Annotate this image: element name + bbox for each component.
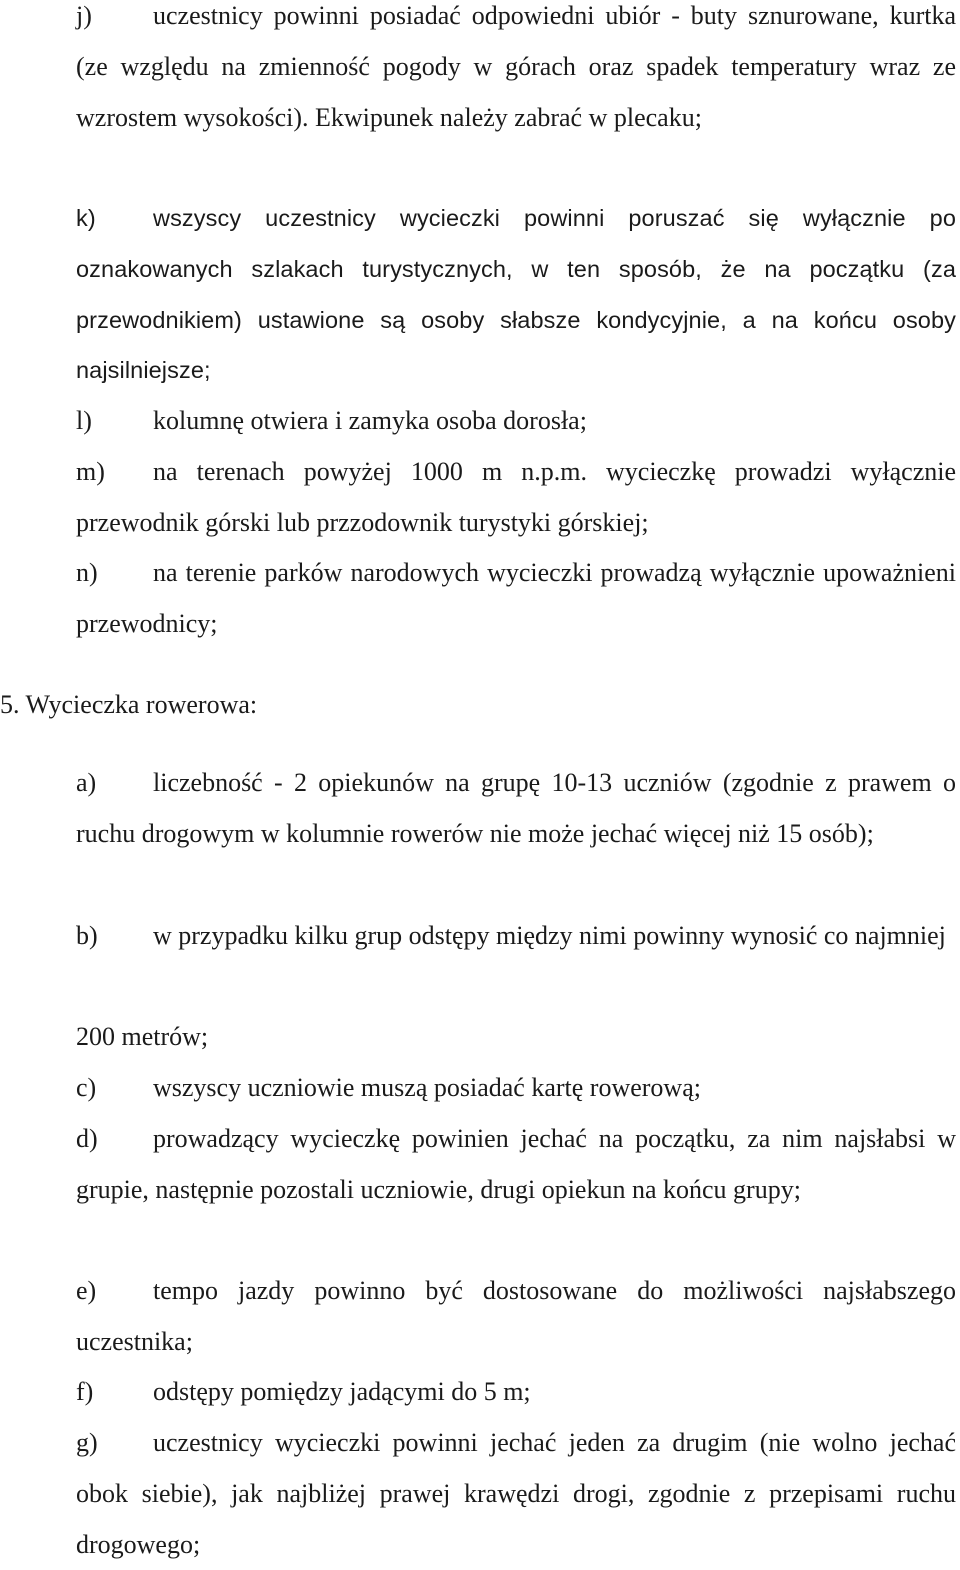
item-label: f) — [76, 1377, 94, 1406]
item-label: g) — [76, 1428, 98, 1457]
item-label: c) — [76, 1073, 97, 1102]
item-text: liczebność - 2 opiekunów na grupę 10-13 uczniów (zgodnie z prawem o ruchu drogowym w kolumnie rowerów nie może jechać więcej niż 15 osób); — [76, 768, 956, 848]
list-item-k — [76, 193, 956, 396]
item-text: prowadzący wycieczkę powinien jechać na początku, za nim najsłabsi w grupie, następnie pozostali uczniowie, drugi opiekun na końcu grupy; — [76, 1124, 956, 1204]
item-text: tempo jazdy powinno być dostosowane do możliwości najsłabszego uczestnika; — [76, 1276, 956, 1356]
item-text: uczestnicy wycieczki powinni jechać jeden za drugim (nie wolno jechać obok siebie), jak najbliżej prawej krawędzi drogi, zgodnie z przepisami ruchu drogowego; — [76, 1428, 956, 1559]
item-text: kolumnę otwiera i zamyka osoba dorosła; — [153, 406, 587, 435]
list-item-a — [76, 758, 956, 860]
item-text: odstępy pomiędzy jadącymi do 5 m; — [153, 1377, 531, 1406]
item-label: l) — [76, 406, 92, 435]
item-label: d) — [76, 1124, 98, 1153]
list-item-c — [76, 1063, 956, 1114]
item-label: m) — [76, 457, 105, 486]
list-item-g — [76, 1418, 956, 1570]
list-item-m — [76, 447, 956, 549]
item-label: a) — [76, 768, 97, 797]
list-item-e — [76, 1266, 956, 1368]
list-item-j — [76, 0, 956, 143]
item-text: uczestnicy powinni posiadać odpowiedni ubiór - buty sznurowane, kurtka (ze względu na zmienność pogody w górach oraz spadek temperatury wraz ze wzrostem wysokości). Ekwipunek należy zabrać w plecaku; — [76, 1, 956, 132]
item-text: na terenie parków narodowych wycieczki prowadzą wyłącznie upoważnieni przewodnicy; — [76, 558, 956, 638]
item-text: wszyscy uczestnicy wycieczki powinni poruszać się wyłącznie po oznakowanych szlakach turystycznych, w ten sposób, że na początku (za przewodnikiem) ustawione są osoby słabsze kondycyjnie, a na końcu osoby najsilniejsze; — [76, 205, 956, 384]
item-label: b) — [76, 921, 98, 950]
item-text: w przypadku kilku grup odstępy między nimi powinny wynosić co najmniej — [153, 921, 946, 950]
item-label: k) — [76, 205, 96, 231]
item-text: na terenach powyżej 1000 m n.p.m. wycieczkę prowadzi wyłącznie przewodnik górski lub przzodownik turystyki górskiej; — [76, 457, 956, 537]
item-label: n) — [76, 558, 98, 587]
section-heading: 5. Wycieczka rowerowa: — [0, 690, 258, 719]
list-item-d — [76, 1114, 956, 1216]
item-text: 200 metrów; — [76, 1022, 209, 1051]
item-label: e) — [76, 1276, 97, 1305]
list-item-l — [76, 396, 956, 447]
list-item-b — [76, 911, 956, 962]
list-item-continuation — [76, 1012, 956, 1063]
item-label: j) — [76, 1, 92, 30]
item-text: wszyscy uczniowie muszą posiadać kartę rowerową; — [153, 1073, 701, 1102]
list-item-n — [76, 548, 956, 650]
list-item-f — [76, 1367, 956, 1418]
